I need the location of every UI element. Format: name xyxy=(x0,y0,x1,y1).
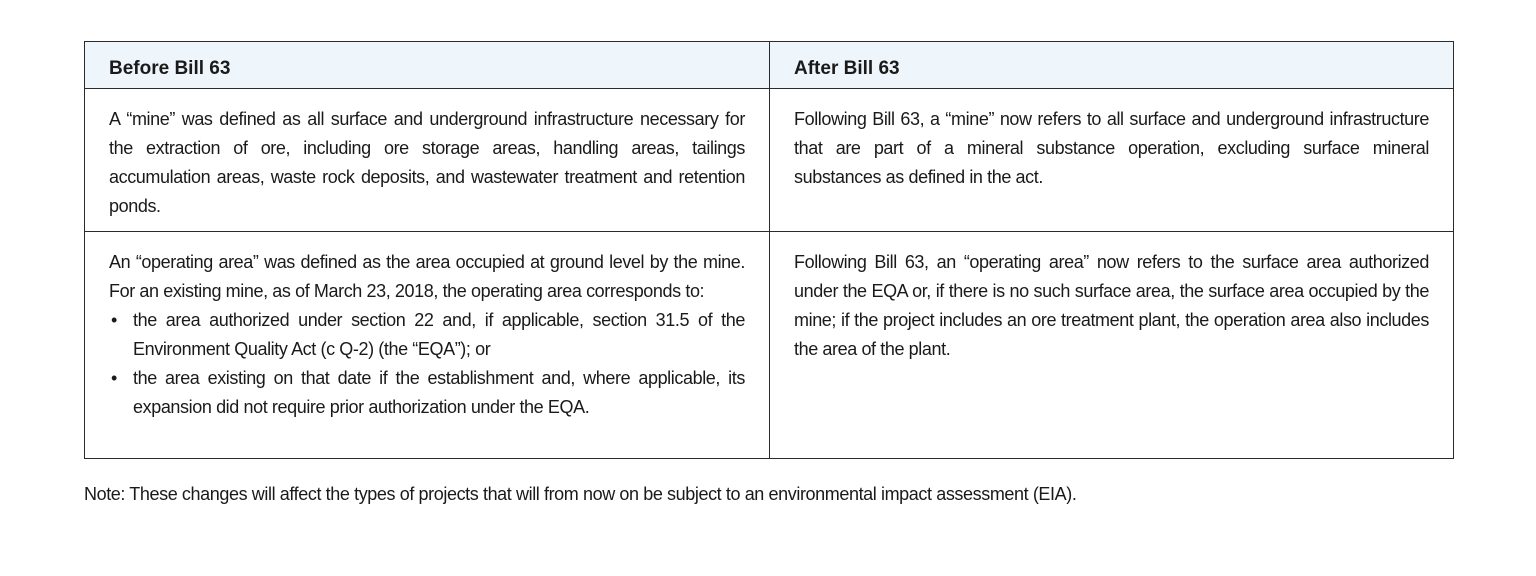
table-row-operating-area-definition xyxy=(85,232,1454,459)
list-item: • the area existing on that date if the establishment and, where applicable, its expansion did not require prior authorization under the EQA. xyxy=(133,364,745,422)
header-before-bill-63: Before Bill 63 xyxy=(85,42,770,89)
table-header-row xyxy=(85,42,1454,89)
bill-63-comparison-table xyxy=(84,41,1454,459)
cell-mine-before: A “mine” was defined as all surface and underground infrastructure necessary for the extraction of ore, including ore storage areas, handling areas, tailings accumulation areas, waste rock deposits, and wastewater treatment and retention ponds. xyxy=(85,89,770,232)
cell-operating-area-before xyxy=(85,232,770,459)
cell-operating-area-after: Following Bill 63, an “operating area” now refers to the surface area authorized under the EQA or, if there is no such surface area, the surface area occupied by the mine; if the project includes an ore treatment plant, the operation area also includes the area of the plant. xyxy=(770,232,1454,459)
comparison-table-container xyxy=(84,41,1453,459)
table-note: Note: These changes will affect the types of projects that will from now on be subject to an environmental impact assessment (EIA). xyxy=(84,484,1077,504)
table-row-mine-definition xyxy=(85,89,1454,232)
header-after-bill-63: After Bill 63 xyxy=(770,42,1454,89)
cell-mine-after: Following Bill 63, a “mine” now refers to all surface and underground infrastructure that are part of a mineral substance operation, excluding surface mineral substances as defined in the act. xyxy=(770,89,1454,232)
operating-area-before-list xyxy=(109,306,745,422)
operating-area-before-intro: An “operating area” was defined as the area occupied at ground level by the mine. For an existing mine, as of March 23, 2018, the operating area corresponds to: xyxy=(109,252,745,301)
list-item: • the area authorized under section 22 and, if applicable, section 31.5 of the Environment Quality Act (c Q-2) (the “EQA”); or xyxy=(133,306,745,364)
